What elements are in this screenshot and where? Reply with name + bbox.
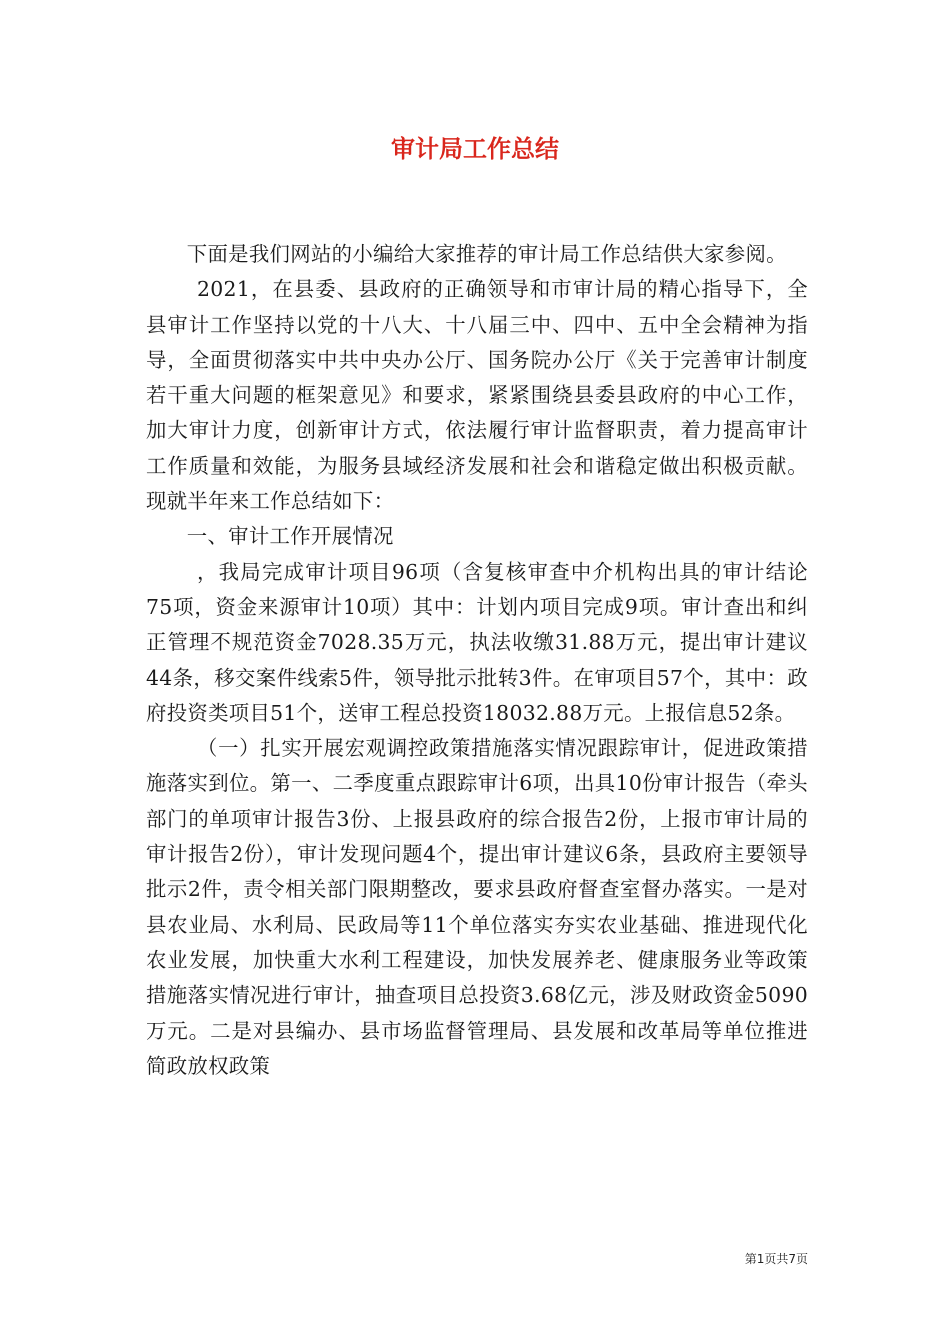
page-footer: 第1页共7页 xyxy=(744,1252,808,1266)
paragraph-intro: 下面是我们网站的小编给大家推荐的审计局工作总结供大家参阅。 xyxy=(186,242,787,266)
paragraph-summary: ，我局完成审计项目96项（含复核审查中介机构出具的审计结论75项，资金来源审计10项）其中：计划内项目完成9项。审计查出和纠正管理不规范资金7028.35万元，执法收缴31.88万元，提出审计建议44条，移交案件线索5件，领导批示批转3件。在审项目57个，其中：政府投资类项目51个，送审工程总投资18032.88万元。上报信息52条。 xyxy=(146,559,808,725)
page-title: 审计局工作总结 xyxy=(391,134,559,163)
paragraph-overview: 2021，在县委、县政府的正确领导和市审计局的精心指导下，全县审计工作坚持以党的十八大、十八届三中、四中、五中全会精神为指导，全面贯彻落实中共中央办公厅、国务院办公厅《关于完善审计制度若干重大问题的框架意见》和要求，紧紧围绕县委县政府的中心工作，加大审计力度，创新审计方式，依法履行审计监督职责，着力提高审计工作质量和效能，为服务县域经济发展和社会和谐稳定做出积极贡献。现就半年来工作总结如下： xyxy=(146,277,808,514)
paragraph-subsection-1: （一）扎实开展宏观调控政策措施落实情况跟踪审计，促进政策措施落实到位。第一、二季度重点跟踪审计6项，出具10份审计报告（牵头部门的单项审计报告3份、上报县政府的综合报告2份，上报市审计局的审计报告2份），审计发现问题4个，提出审计建议6条，县政府主要领导批示2件，责令相关部门限期整改，要求县政府督查室督办落实。一是对县农业局、水利局、民政局等11个单位落实夯实农业基础、推进现代化农业发展，加快重大水利工程建设，加快发展养老、健康服务业等政策措施落实情况进行审计，抽查项目总投资3.68亿元，涉及财政资金5090万元。二是对县编办、县市场监督管理局、县发展和改革局等单位推进简政放权政策 xyxy=(146,736,808,1078)
section-heading: 一、审计工作开展情况 xyxy=(186,524,394,549)
document-body xyxy=(146,237,808,1084)
